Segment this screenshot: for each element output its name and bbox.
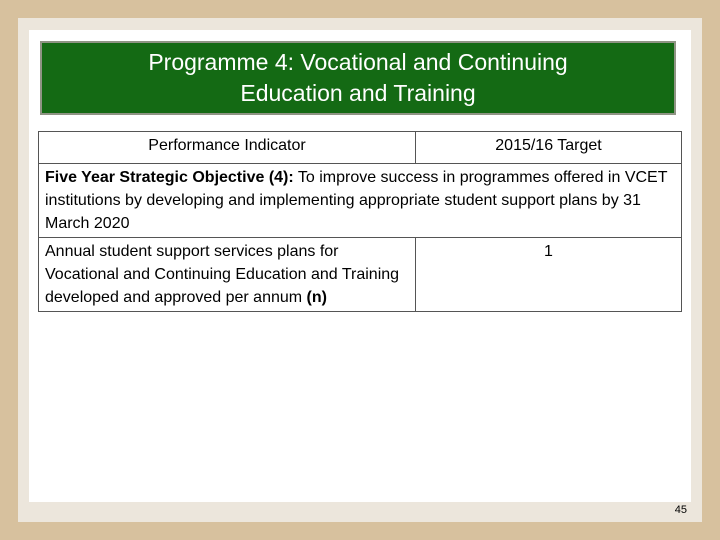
objective-cell — [39, 164, 682, 238]
indicator-unit: (n) — [306, 289, 327, 306]
table-header-row — [39, 132, 682, 164]
title-banner — [40, 41, 676, 115]
table-row — [39, 238, 682, 312]
indicator-cell — [39, 238, 416, 312]
indicator-text: Annual student support services plans for Vocational and Continuing Education and Training developed and approved per annum — [45, 243, 400, 306]
page-number: 45 — [674, 504, 687, 516]
slide-title: Programme 4: Vocational and Continuing Education and Training — [148, 49, 568, 106]
header-target: 2015/16 Target — [416, 132, 682, 164]
objective-label: Five Year Strategic Objective (4): — [45, 169, 294, 186]
target-cell: 1 — [416, 238, 682, 312]
header-performance-indicator: Performance Indicator — [39, 132, 416, 164]
objective-text: To improve success in programmes offered in VCET institutions by developing and implementing appropriate student support plans by 31 March 2020 — [45, 169, 668, 232]
objective-row — [39, 164, 682, 238]
performance-indicator-table — [38, 131, 682, 312]
